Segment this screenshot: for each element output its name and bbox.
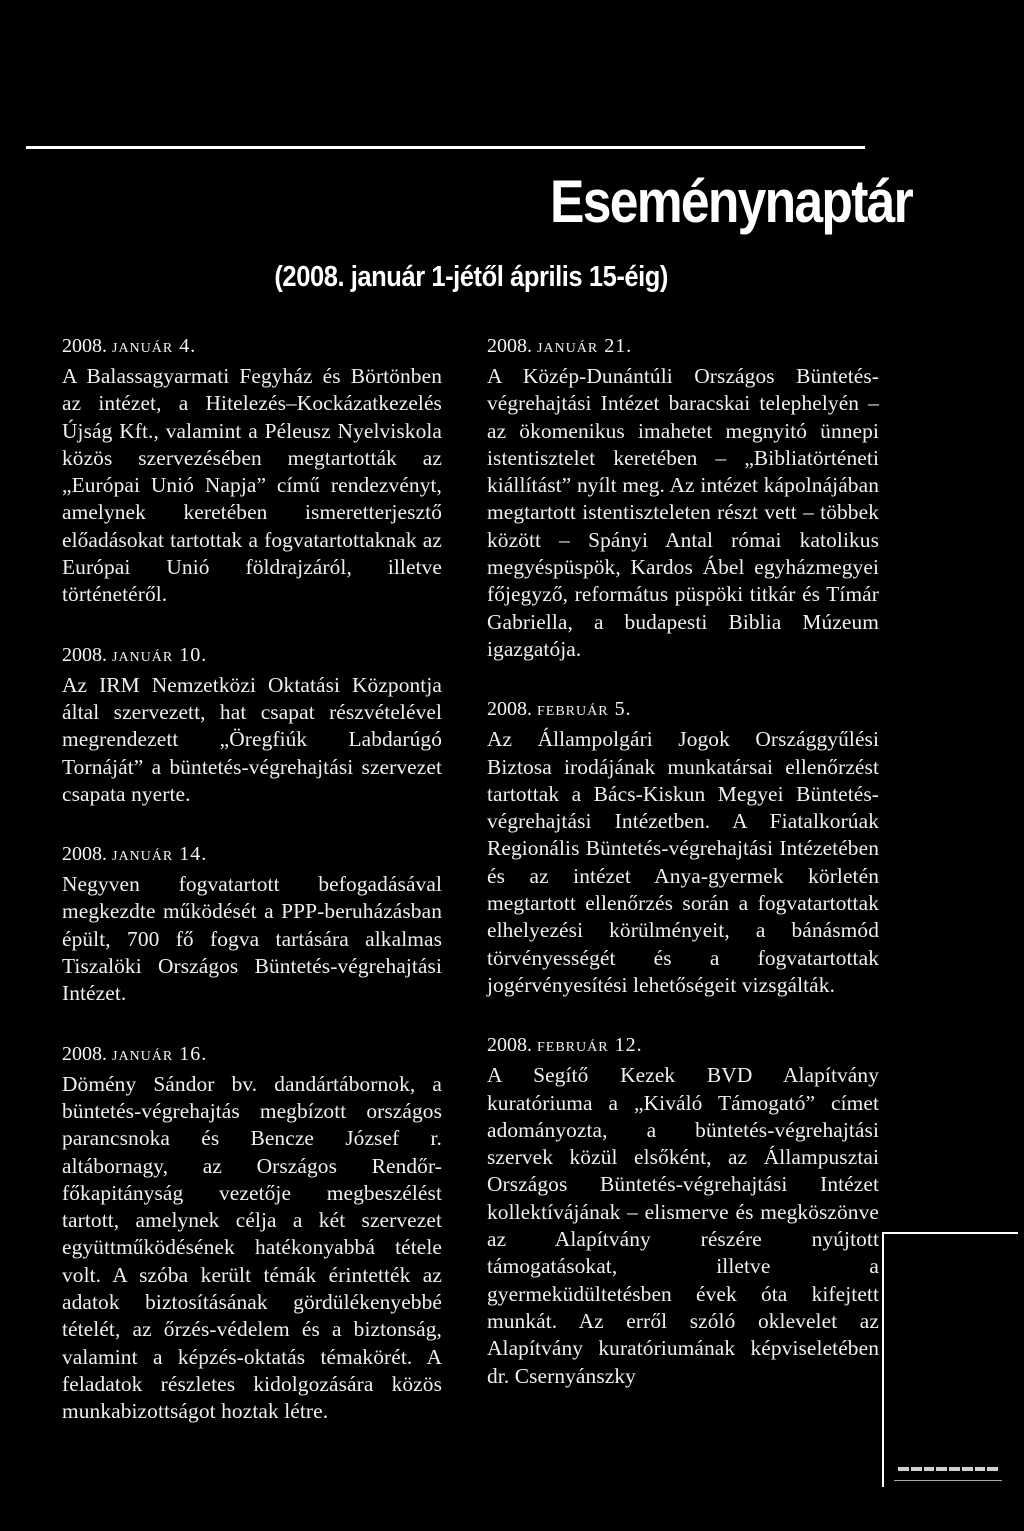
event-date: 2008. január 10. xyxy=(62,643,208,666)
event-entry xyxy=(62,1040,442,1426)
event-text: A Segítő Kezek BVD Alapítvány kuratóriuma a „Kiváló Támogató” címet adományozta, a büntetés-végrehajtási szervek közül elsőként, az Állampusztai Országos Büntetés-végrehajtási Intézet kollektívájának – elismerve és megköszönve az Alapítvány részére nyújtott támogatásokat, illetve a gyermeküdültetésben évek óta kifejtett munkát. Az erről szóló oklevelet az Alapítvány kuratóriumának képviseletében dr. Csernyánszky xyxy=(487,1063,879,1388)
event-text: Dömény Sándor bv. dandártábornok, a büntetés-végrehajtás megbízott országos parancsnoka és Bencze József r. altábornagy, az Országos Rendőr-főkapitányság vezetője megbeszélést tartott, amelynek célja a két szervezet együttműködésének hatékonyabbá tétele volt. A szóba került témák érintették az adatok biztosításának gördülékenyebbé tételét, az őrzés-védelem és a biztonság, valamint a képzés-oktatás témakörét. A feladatok részletes kidolgozására közös munkabizottságot hoztak létre. xyxy=(62,1071,442,1424)
event-entry xyxy=(487,332,879,663)
page-title: Eseménynaptár xyxy=(550,168,912,235)
right-column xyxy=(487,332,879,1422)
decorative-marks xyxy=(898,1465,998,1473)
divider xyxy=(894,1480,1002,1481)
event-date: 2008. február 12. xyxy=(487,1034,643,1057)
corner-frame xyxy=(882,1232,1018,1487)
event-date: 2008. január 16. xyxy=(62,1042,208,1065)
page-subtitle: (2008. január 1-jétől április 15-éig) xyxy=(274,261,668,293)
event-text: Az Állampolgári Jogok Országgyűlési Biztosa irodájának munkatársai ellenőrzést tartottak a Bács-Kiskun Megyei Büntetés-végrehajtási Intézetben. A Fiatalkorúak Regionális Büntetés-végrehajtási Intézetében és az intézet Anya-gyermek körletén megtartott ellenőrzés során a fogvatartottak elhelyezési körülményeit, a bánásmód törvényességét és a fogvatartottak jogérvényesítési lehetőségeit vizsgálták. xyxy=(487,727,879,997)
event-entry xyxy=(62,641,442,808)
event-text: Negyven fogvatartott befogadásával megkezdte működését a PPP-beruházásban épült, 700 fő fogva tartására alkalmas Tiszalöki Országos Büntetés-végrehajtási Intézet. xyxy=(62,872,442,1006)
event-date: 2008. január 4. xyxy=(62,335,197,357)
event-entry xyxy=(62,840,442,1007)
event-text: Az IRM Nemzetközi Oktatási Központja által szervezett, hat csapat részvételével megrendezett „Öregfiúk Labdarúgó Tornáját” a büntetés-végrehajtási szervezet csapata nyerte. xyxy=(62,672,442,806)
event-entry xyxy=(487,1031,879,1390)
event-text: A Közép-Dunántúli Országos Büntetés-végrehajtási Intézet baracskai telephelyén – az ökomenikus imahetet megnyitó ünnepi istentisztelet keretében – „Bibliatörténeti kiállítást” nyílt meg. Az intézet kápolnájában megtartott istentiszteleten részt vett – többek között – Spányi Antal római katolikus megyéspüspök, Kardos Ábel egyházmegyei főjegyző, református püspöki titkár és Tímár Gabriella, a budapesti Biblia Múzeum igazgatója. xyxy=(487,364,879,661)
header-rule xyxy=(26,146,865,149)
event-date: 2008. január 14. xyxy=(62,843,208,866)
event-date: 2008. február 5. xyxy=(487,698,632,721)
event-text: A Balassagyarmati Fegyház és Börtönben az intézet, a Hitelezés–Kockázatkezelés Újság Kft., valamint a Péleusz Nyelviskola közös szervezésében megtartották az „Európai Unió Napja” című rendezvényt, amelynek keretében ismeretterjesztő előadásokat tartottak a fogvatartottaknak az Európai Unió földrajzáról, illetve történetéről. xyxy=(62,364,442,607)
event-entry xyxy=(487,695,879,999)
event-date: 2008. január 21. xyxy=(487,335,633,357)
left-column xyxy=(62,332,442,1458)
event-entry xyxy=(62,332,442,609)
